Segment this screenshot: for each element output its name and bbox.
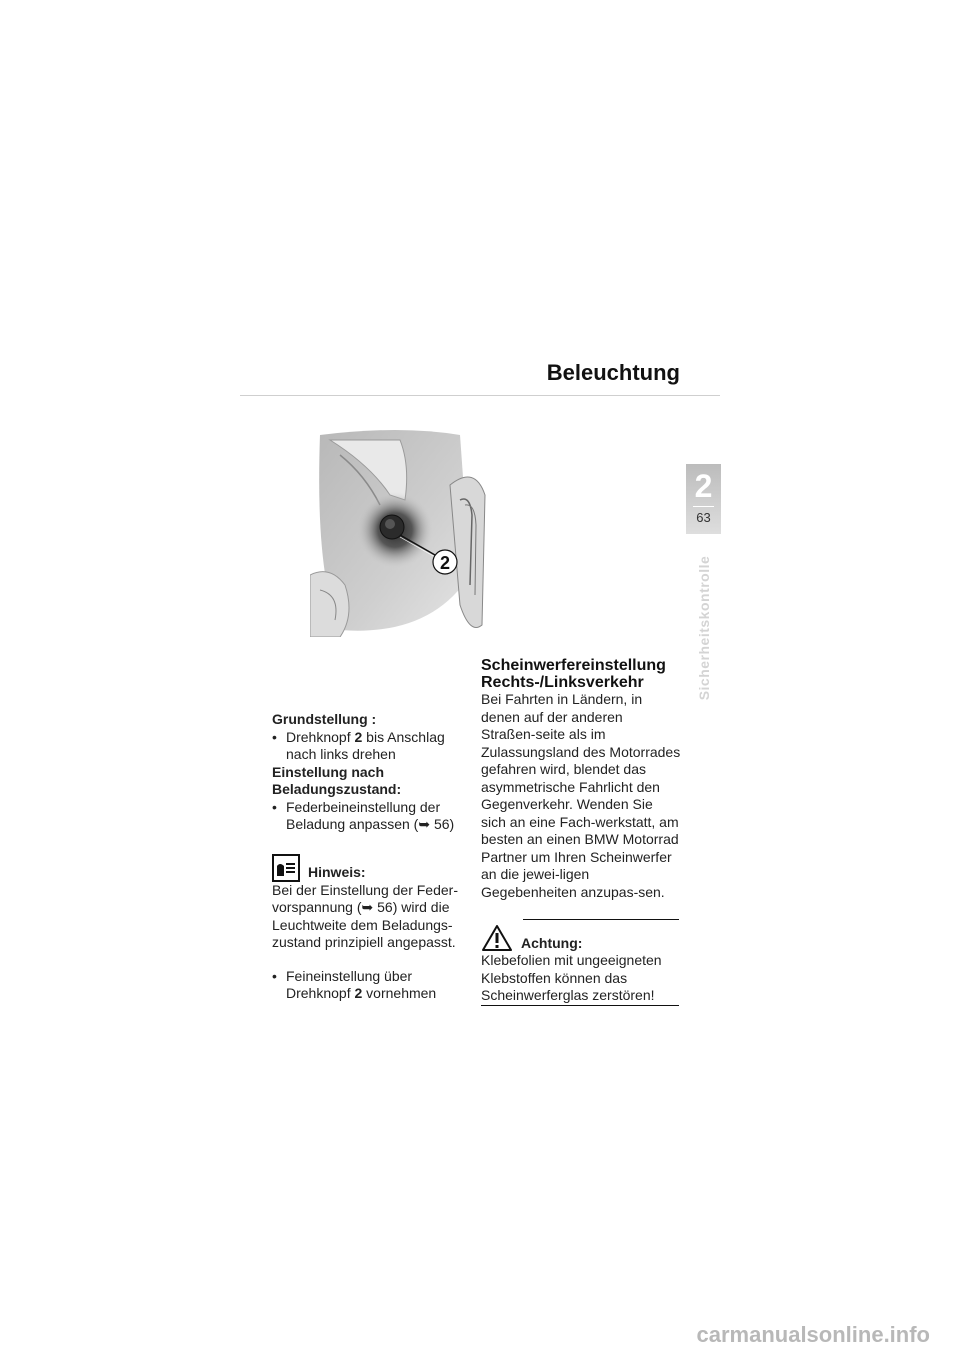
- einstellung-heading: Einstellung nach Beladungszustand:: [272, 763, 402, 797]
- page-number: 63: [696, 510, 711, 525]
- watermark: carmanualsonline.info: [696, 1322, 930, 1347]
- section-body: Bei Fahrten in Ländern, in denen auf der anderen Straßen-seite als im Zulassungsland des Motorrades gefahren wird, blendet das asymmetrische Fahrlicht den Gegenverkehr. Wenden Sie sich an eine Fach-werkstatt, am besten an einen BMW Motorrad Partner um Ihren Scheinwerfer an die jewei-ligen Gegebenheiten anzupas-sen.: [481, 691, 681, 900]
- warning-divider: [523, 919, 679, 920]
- chapter-tab-divider: [693, 506, 714, 507]
- achtung-text: Klebefolien mit ungeeigneten Klebstoffen können das Scheinwerferglas zerstören!: [481, 952, 662, 1003]
- warning-end-divider: [481, 1005, 679, 1006]
- page-title: Beleuchtung: [546, 360, 680, 385]
- list-item: • Feineinstellung über Drehknopf 2 vornehmen: [272, 967, 437, 1001]
- achtung-header: [481, 924, 681, 952]
- title-divider: [240, 395, 720, 396]
- section-heading-line1: Scheinwerfereinstellung: [481, 657, 666, 674]
- achtung-label: Achtung:: [521, 934, 583, 951]
- chapter-tab: [686, 464, 721, 534]
- hinweis-text: Bei der Einstellung der Feder-vorspannung (➥ 56) wird die Leuchtweite dem Beladungs-zustand prinzipiell angepasst.: [272, 881, 458, 950]
- section-heading-line2: Rechts-/Linksverkehr: [481, 674, 644, 691]
- list-item: • Federbeineinstellung der Beladung anpassen (➥ 56): [272, 798, 455, 832]
- knob-illustration: [310, 425, 490, 637]
- chapter-number: 2: [694, 468, 713, 504]
- right-column: [481, 657, 681, 1006]
- chapter-side-label-text: Sicherheitskontrolle: [696, 555, 712, 701]
- grundstellung-heading: Grundstellung :: [272, 711, 377, 727]
- adjustment-knob-photo: [310, 425, 490, 637]
- hinweis-label: Hinweis:: [308, 864, 366, 880]
- figure-callout: 2: [439, 553, 451, 573]
- note-icon: [272, 854, 300, 882]
- hinweis-note-header: [272, 854, 464, 882]
- warning-triangle-icon: [481, 924, 513, 952]
- chapter-side-label: [694, 548, 714, 708]
- left-column: [272, 711, 464, 1003]
- list-item: • Drehknopf 2 bis Anschlag nach links drehen: [272, 728, 445, 762]
